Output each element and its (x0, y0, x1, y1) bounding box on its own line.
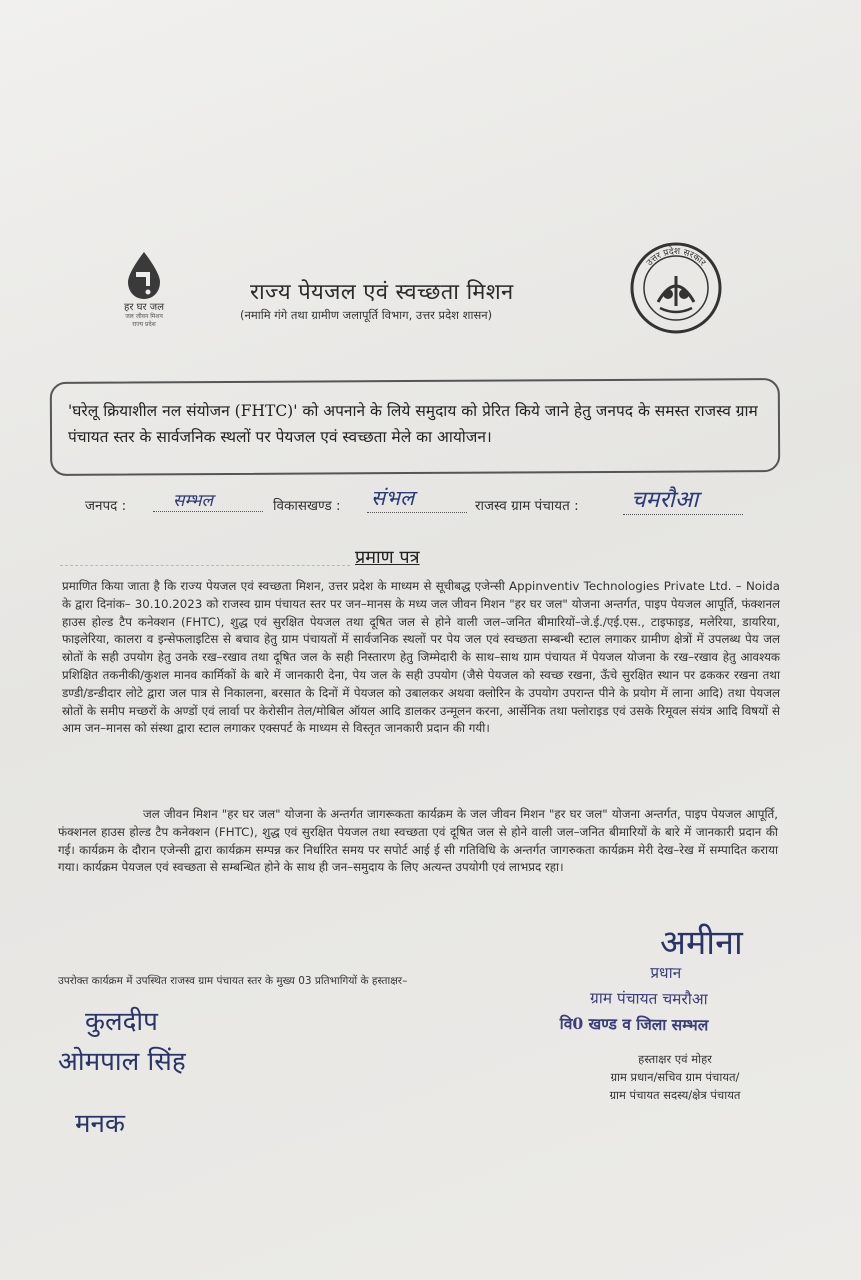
sign-label-2: ग्राम प्रधान/सचिव ग्राम पंचायत/ (610, 1070, 740, 1084)
stamp-line-3: वि0 खण्ड व जिला सम्भल (559, 1013, 709, 1035)
har-ghar-jal-logo (104, 250, 184, 340)
sign-label-3: ग्राम पंचायत सदस्य/क्षेत्र पंचायत (609, 1088, 741, 1102)
panchayat-label: राजस्व ग्राम पंचायत : (475, 498, 579, 514)
district-field (153, 488, 263, 512)
district-value: सम्भल (173, 491, 214, 511)
location-fields (85, 486, 805, 520)
water-drop-tap-icon (122, 250, 166, 302)
up-government-seal (628, 240, 724, 336)
block-label: विकासखण्ड : (273, 498, 341, 514)
pradhan-signature: अमीना (660, 923, 743, 963)
seal-text: उत्तर प्रदेश सरकार (644, 246, 708, 269)
signatory-info (565, 1050, 785, 1104)
mission-title: राज्य पेयजल एवं स्वच्छता मिशन (250, 280, 514, 305)
logo-caption-1: हर घर जल (124, 302, 164, 313)
event-banner-text: 'घरेलू क्रियाशील नल संयोजन (FHTC)' को अपनाने के लिये समुदाय को प्रेरित किये जाने हेतु जनपद के समस्त राजस्व ग्राम पंचायत स्तर के सार्वजनिक स्थलों पर पेयजल एवं स्वच्छता मेले का आयोजन। (68, 402, 758, 446)
logo-caption-2: जल जीवन मिशन (125, 313, 163, 320)
participants-caption: उपरोक्त कार्यक्रम में उपस्थित राजस्व ग्राम पंचायत स्तर के मुख्य 03 प्रतिभागियों के हस्ताक्षर– (58, 975, 408, 987)
certificate-heading: प्रमाण पत्र (355, 547, 420, 568)
participant-signature-1: कुलदीप (85, 1007, 158, 1037)
stamp-line-1: प्रधान (650, 963, 682, 983)
block-field (367, 484, 467, 513)
panchayat-value: चमरौआ (631, 487, 699, 513)
district-label: जनपद : (85, 498, 127, 514)
block-value: संभल (371, 486, 415, 510)
logo-caption-3: राज्य प्रदेश (132, 321, 156, 328)
participant-signature-2: ओमपाल सिंह (58, 1047, 186, 1077)
panchayat-field (623, 482, 743, 515)
mission-subtitle: (नमामि गंगे तथा ग्रामीण जलापूर्ति विभाग, उत्तर प्रदेश शासन) (240, 308, 493, 322)
stamp-line-2: ग्राम पंचायत चमरौआ (589, 989, 708, 1009)
pradhan-stamp (555, 959, 796, 1040)
divider-line (60, 565, 350, 566)
participant-signature-3: मनक (75, 1109, 125, 1139)
certificate-paragraph-2: जल जीवन मिशन "हर घर जल" योजना के अन्तर्गत जागरूकता कार्यक्रम के जल जीवन मिशन "हर घर जल" योजना अन्तर्गत, पाइप पेयजल आपूर्ति, फंक्शनल हाउस होल्ड टैप कनेक्शन (FHTC), शुद्ध एवं सुरक्षित पेयजल तथा स्वच्छता एवं दूषित जल से होने वाली जल–जनित बीमारियों के बारे में जानकारी प्रदान की गई। कार्यक्रम के दौरान एजेन्सी द्वारा कार्यक्रम सम्पन्न कर निर्धारित समय पर सपोर्ट आई ई सी गतिविधि के अन्तर्गत जागरुकता कार्यक्रम मेरी देख–रेख में सम्पादित कराया गया। कार्यक्रम पेयजल एवं स्वच्छता से सम्बन्धित होने के साथ ही जन–समुदाय के लिए अत्यन्त उपयोगी एवं लाभप्रद रहा। (58, 807, 778, 875)
sign-label-1: हस्ताक्षर एवं मोहर (638, 1052, 712, 1066)
certificate-paragraph-1: प्रमाणित किया जाता है कि राज्य पेयजल एवं स्वच्छता मिशन, उत्तर प्रदेश के माध्यम से सूचीबद्ध एजेन्सी Appinventiv Technologies Private Ltd. – Noida के द्वारा दिनांक– 30.10.2023 को राजस्व ग्राम पंचायत स्तर पर जन–मानस के मध्य जल जीवन मिशन "हर घर जल" योजना अन्तर्गत, पाइप पेयजल आपूर्ति, फंक्शनल हाउस होल्ड टैप कनेक्शन (FHTC), शुद्ध एवं सुरक्षित पेयजल तथा दूषित जल से होने वाली जल–जनित बीमारियों–जे.ई./एई.एस., टाइफाइड, मलेरिया, डायरिया, फाइलेरिया, कालरा व इन्सेफलाइटिस से बचाव हेतु ग्राम पंचायतों में सार्वजनिक स्थलों पर पेय जल एवं स्वच्छता सम्बन्धी स्टाल लगाकर ग्रामीण क्षेत्रों में उपलब्ध पेय जल स्रोतों के सही उपयोग हेतु उनके रख–रखाव तथा दूषित जल के सही निस्तारण हेतु जिम्मेदारी के साथ–साथ ग्राम पंचायत में पेयजल योजना के रख–रखाव हेतु आवश्यक प्रशिक्षित तकनीकी/कुशल मानव कार्मिकों के बारे में जानकारी देना, पेय जल के सही उपयोग (जैसे पेयजल को स्वच्छ रखना, ऊँचे सुरक्षित स्थान पर ढककर रखना तथा डण्डी/डन्डीदार लोटे द्वारा जल पात्र से निकालना, बरसात के दिनों में पेयजल को उबालकर अथवा क्लोरिन के उपयोग उपरान्त पीने के प्रयोग में लाना आदि) तथा पेयजल स्रोतों के समीप मच्छरों के अण्डों एवं लार्वा पर केरोसीन तेल/मोबिल ऑयल आदि डालकर उन्मूलन करना, आर्सेनिक तथा फ्लोराइड एवं उसके रिमूवल संयंत्र आदि विषयों से आम जन–मानस को संस्था द्वारा स्टाल लगाकर एक्सपर्ट के माध्यम से विस्तृत जानकारी प्रदान की गयी। (62, 579, 780, 736)
